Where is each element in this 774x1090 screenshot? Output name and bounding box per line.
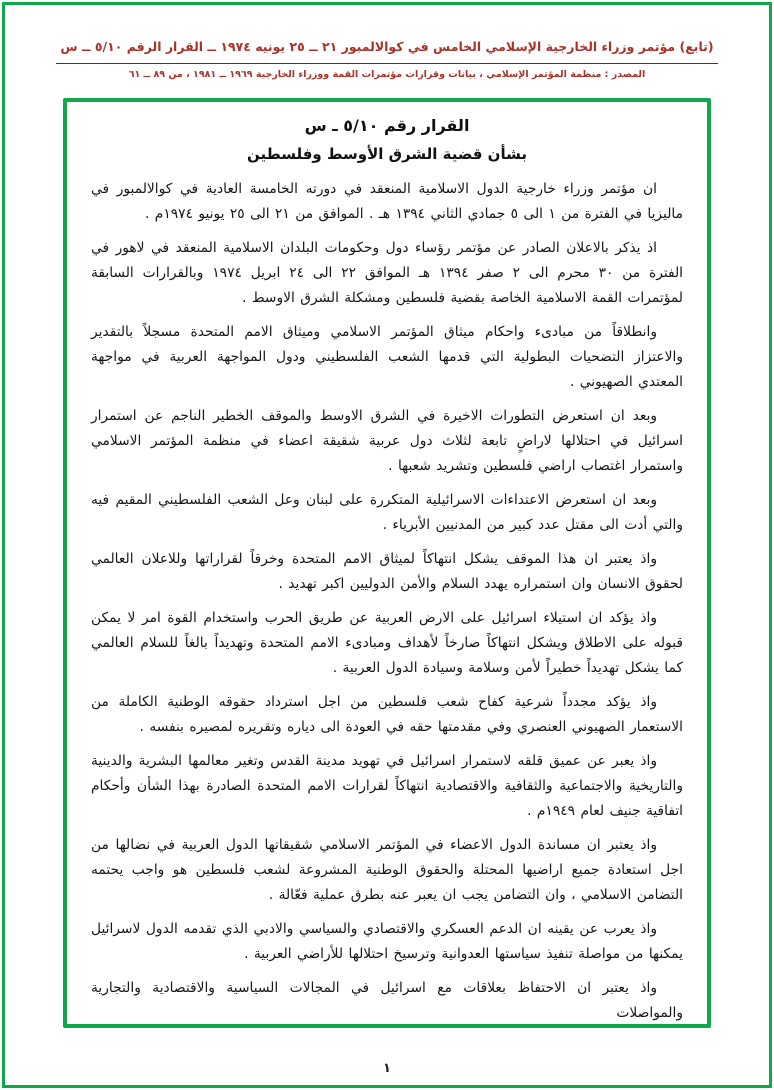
resolution-box [63, 98, 711, 1028]
header-divider-line [56, 63, 718, 64]
resolution-title: القرار رقم ٥/١٠ ـ س [304, 115, 470, 135]
paragraph: وانطلاقاً من مبادىء واحكام ميثاق المؤتمر الاسلامي وميثاق الامم المتحدة مسجلاً بالتقدير والاعتزاز التضحيات البطولية التي قدمها الشعب الفلسطيني ودول المواجهة العربية في مواجهة المعتدي الصهيوني . [91, 323, 683, 390]
paragraph: وبعد ان استعرض الاعتداءات الاسرائيلية المتكررة على لبنان وعل الشعب الفلسطيني المقيم فيه والتي أدت الى مقتل عدد كبير من المدنيين الأبرياء . [91, 491, 683, 533]
paragraph: واذ يؤكد مجدداً شرعية كفاح شعب فلسطين من اجل استرداد حقوقه الوطنية الكاملة من الاستعمار الصهيوني العنصري وفي مقدمتها حقه في العودة الى دياره وتقريره لمصيره بنفسه . [91, 693, 683, 735]
header-title-line: (تابع) مؤتمر وزراء الخارجية الإسلامي الخامس في كوالالمبور ٢١ ــ ٢٥ يونيه ١٩٧٤ ــ القرار الرقم ٥/١٠ ــ س [60, 39, 714, 54]
paragraph: واذ يعتبر ان الاحتفاظ بعلاقات مع اسرائيل في المجالات السياسية والاقتصادية والتجارية والمواصلات [91, 979, 683, 1021]
paragraph: واذ يعتبر ان هذا الموقف يشكل انتهاكاً لميثاق الامم المتحدة وخرقاً لقراراتها وللاعلان العالمي لحقوق الانسان وان استمراره يهدد السلام والأمن الدوليين اكبر تهديد . [91, 550, 683, 592]
resolution-body [91, 177, 683, 1026]
page-number: ١ [383, 1061, 391, 1076]
paragraph: اذ يذكر بالاعلان الصادر عن مؤتمر رؤساء دول وحكومات البلدان الاسلامية المنعقد في لاهور في الفترة من ٣٠ محرم الى ٢ صفر ١٣٩٤ هـ الموافق ٢٢ الى ٢٤ ابريل ١٩٧٤ وبالقرارات السابقة لمؤتمرات القمة الاسلامية الخاصة بقضية فلسطين ومشكلة الشرق الاوسط . [91, 239, 683, 306]
paragraph: واذ يؤكد ان استيلاء اسرائيل على الارض العربية عن طريق الحرب واستخدام القوة امر لا يمكن قبوله على الاطلاق ويشكل انتهاكاً صارخاً لأهداف ومبادىء الامم المتحدة وتهديداً بالغاً للسلام العالمي كما يشكل تهديداً خطيراً لأمن وسلامة وسيادة الدول العربية . [91, 609, 683, 676]
resolution-subject: بشأن قضية الشرق الأوسط وفلسطين [246, 144, 528, 163]
paragraph: واذ يعرب عن يقينه ان الدعم العسكري والاقتصادي والسياسي والادبي الذي تقدمه الدول لاسرائيل يمكنها من مواصلة تنفيذ سياستها العدوانية وترسيخ احتلالها للأراضي العربية . [91, 920, 683, 962]
paragraph: وبعد ان استعرض التطورات الاخيرة في الشرق الاوسط والموقف الخطير الناجم عن استمرار اسرائيل في احتلالها لاراضٍ تابعة لثلاث دول عربية شقيقة اعضاء في منظمة المؤتمر الاسلامي واستمرار اغتصاب اراضي فلسطين وتشريد شعبها . [91, 407, 683, 474]
header-source-line: المصدر : منظمة المؤتمر الإسلامي ، بيانات وقرارات مؤتمرات القمة ووزراء الخارجية ١٩٦٩ ــ ١٩٨١ ، من ٨٩ ــ ٦١ [128, 68, 646, 80]
paragraph: ان مؤتمر وزراء خارجية الدول الاسلامية المنعقد في دورته الخامسة العادية في كوالالمبور في ماليزيا في الفترة من ١ الى ٥ جمادي الثاني ١٣٩٤ هـ . الموافق من ٢١ الى ٢٥ يونيو ١٩٧٤م . [91, 180, 683, 222]
paragraph: واذ يعتبر ان مساندة الدول الاعضاء في المؤتمر الاسلامي شقيقاتها الدول العربية في نضالها من اجل استعادة جميع اراضيها المحتلة والحقوق الوطنية المشروعة لشعب فلسطين هو واجب يحتمه التضامن الاسلامي ، وان التضامن يجب ان يعبر عنه بطرق عملية فعّالة . [91, 836, 683, 903]
paragraph: واذ يعبر عن عميق قلقه لاستمرار اسرائيل في تهويد مدينة القدس وتغير معالمها البشرية والدينية والتاريخية والاجتماعية والثقافية والاقتصادية انتهاكاً لقرارات الامم المتحدة الصادرة بهذا الشأن وأحكام اتفاقية جنيف لعام ١٩٤٩م . [91, 752, 683, 819]
